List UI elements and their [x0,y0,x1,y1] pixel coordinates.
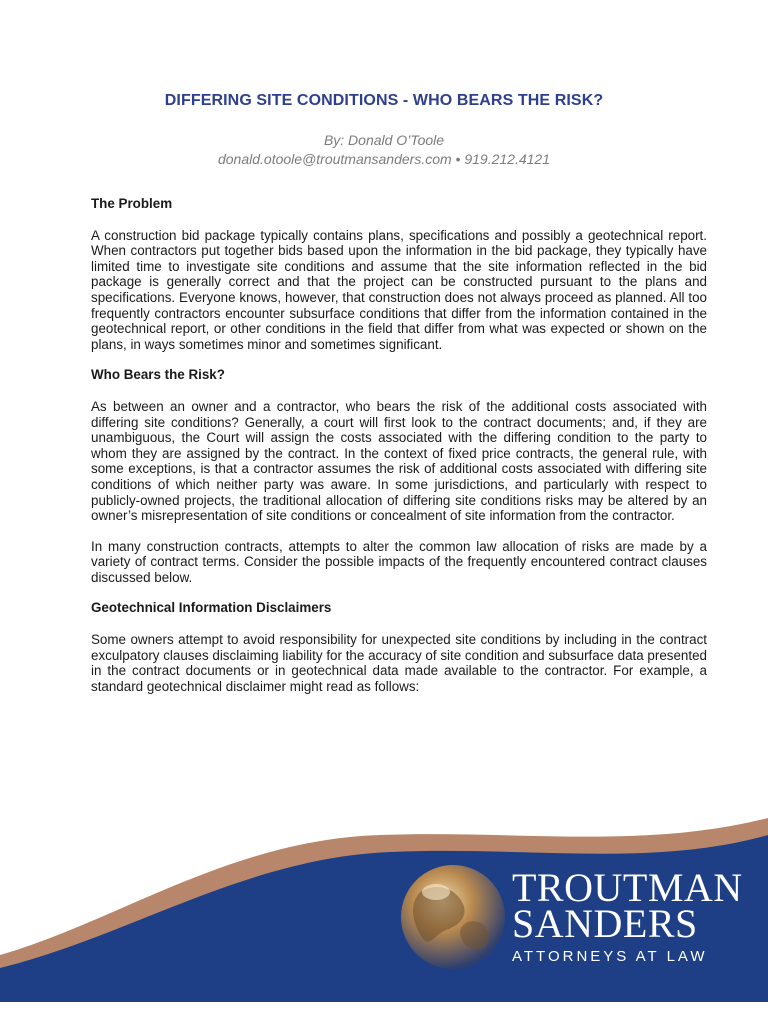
byline [0,131,768,169]
paragraph: As between an owner and a contractor, who bears the risk of the additional costs associated with differing site conditions? Generally, a court will first look to the contract documents; and, if they are unambiguous, the Court will assign the costs associated with the differing condition to the party to whom they are assigned by the contract. In the context of fixed price contracts, the general rule, with some exceptions, is that a contractor assumes the risk of additional costs associated with differing site conditions of which neither party was aware. In some jurisdictions, and particularly with respect to publicly-owned projects, the traditional allocation of differing site conditions risks may be altered by an owner’s misrepresentation of site conditions or concealment of site information from the contractor. [91,398,707,524]
paragraph: Some owners attempt to avoid responsibility for unexpected site conditions by including in the contract exculpatory clauses disclaiming liability for the accuracy of site condition and subsurface data presented in the contract documents or in geotechnical data made available to the contractor. For example, a standard geotechnical disclaimer might read as follows: [91,632,707,694]
document-title: DIFFERING SITE CONDITIONS - WHO BEARS THE RISK? [164,92,604,109]
section-heading: Geotechnical Information Disclaimers [91,600,332,616]
author-line: By: Donald O’Toole [323,132,445,148]
section-heading: Who Bears the Risk? [91,367,225,383]
logo-line-2: SANDERS [512,901,698,946]
globe-icon [401,865,505,969]
paragraph: A construction bid package typically contains plans, specifications and possibly a geotechnical report. When contractors put together bids based upon the information in the bid package, they typically have limited time to investigate site conditions and assume that the site information reflected in the bid package is generally correct and that the project can be constructed pursuant to the plans and specifications. Everyone knows, however, that construction does not always proceed as planned. All too frequently contractors encounter subsurface conditions that differ from the information contained in the geotechnical report, or other conditions in the field that differ from what was expected or shown on the plans, in ways sometimes minor and sometimes significant. [91,227,707,352]
troutman-sanders-logo [512,865,743,965]
paragraph: In many construction contracts, attempts to alter the common law allocation of risks are made by a variety of contract terms. Consider the possible impacts of the frequently encountered contract clauses discussed below. [91,538,707,585]
document-body [91,196,707,709]
section-heading: The Problem [91,196,173,211]
logo-line-1: TROUTMAN [512,865,743,910]
logo-tagline: ATTORNEYS AT LAW [512,948,708,965]
contact-line: donald.otoole@troutmansanders.com • 919.212.4121 [217,151,550,167]
